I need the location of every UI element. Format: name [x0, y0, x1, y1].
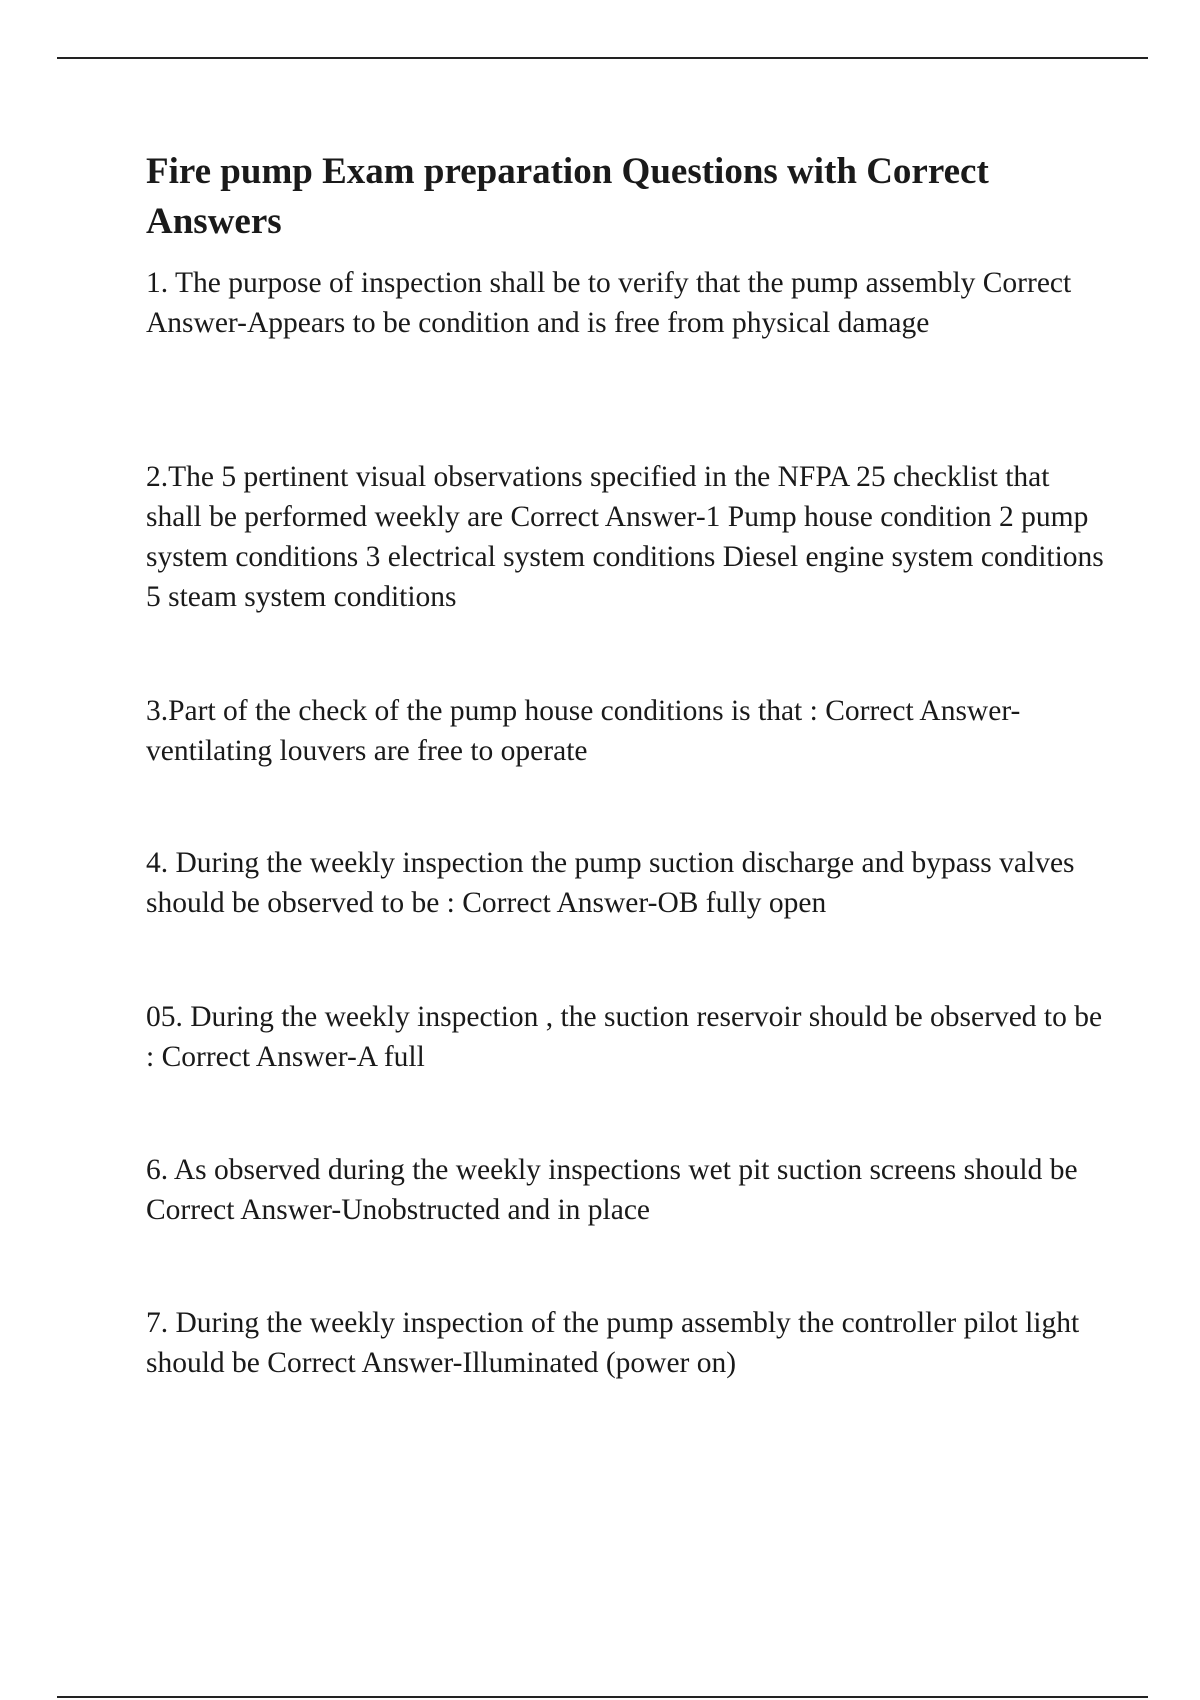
question-1: 1. The purpose of inspection shall be to verify that the pump assembly Correct Answer-Appears to be condition and is free from physical damage — [146, 267, 1072, 339]
question-6: 6. As observed during the weekly inspections wet pit suction screens should be Correct Answer-Unobstructed and in place — [146, 1154, 1078, 1226]
question-5: 05. During the weekly inspection , the suction reservoir should be observed to be : Correct Answer-A full — [146, 1001, 1103, 1073]
question-3: 3.Part of the check of the pump house conditions is that : Correct Answer-ventilating louvers are free to operate — [146, 695, 1021, 767]
bottom-divider — [57, 1696, 1148, 1698]
top-divider — [57, 57, 1148, 59]
question-7: 7. During the weekly inspection of the pump assembly the controller pilot light should be Correct Answer-Illuminated (power on) — [146, 1307, 1080, 1379]
page-title: Fire pump Exam preparation Questions with Correct Answers — [146, 151, 989, 242]
question-4: 4. During the weekly inspection the pump suction discharge and bypass valves should be observed to be : Correct Answer-OB fully open — [146, 847, 1075, 919]
question-2: 2.The 5 pertinent visual observations specified in the NFPA 25 checklist that shall be performed weekly are Correct Answer-1 Pump house condition 2 pump system conditions 3 electrical system conditions Diesel engine system conditions 5 steam system conditions — [146, 461, 1104, 613]
